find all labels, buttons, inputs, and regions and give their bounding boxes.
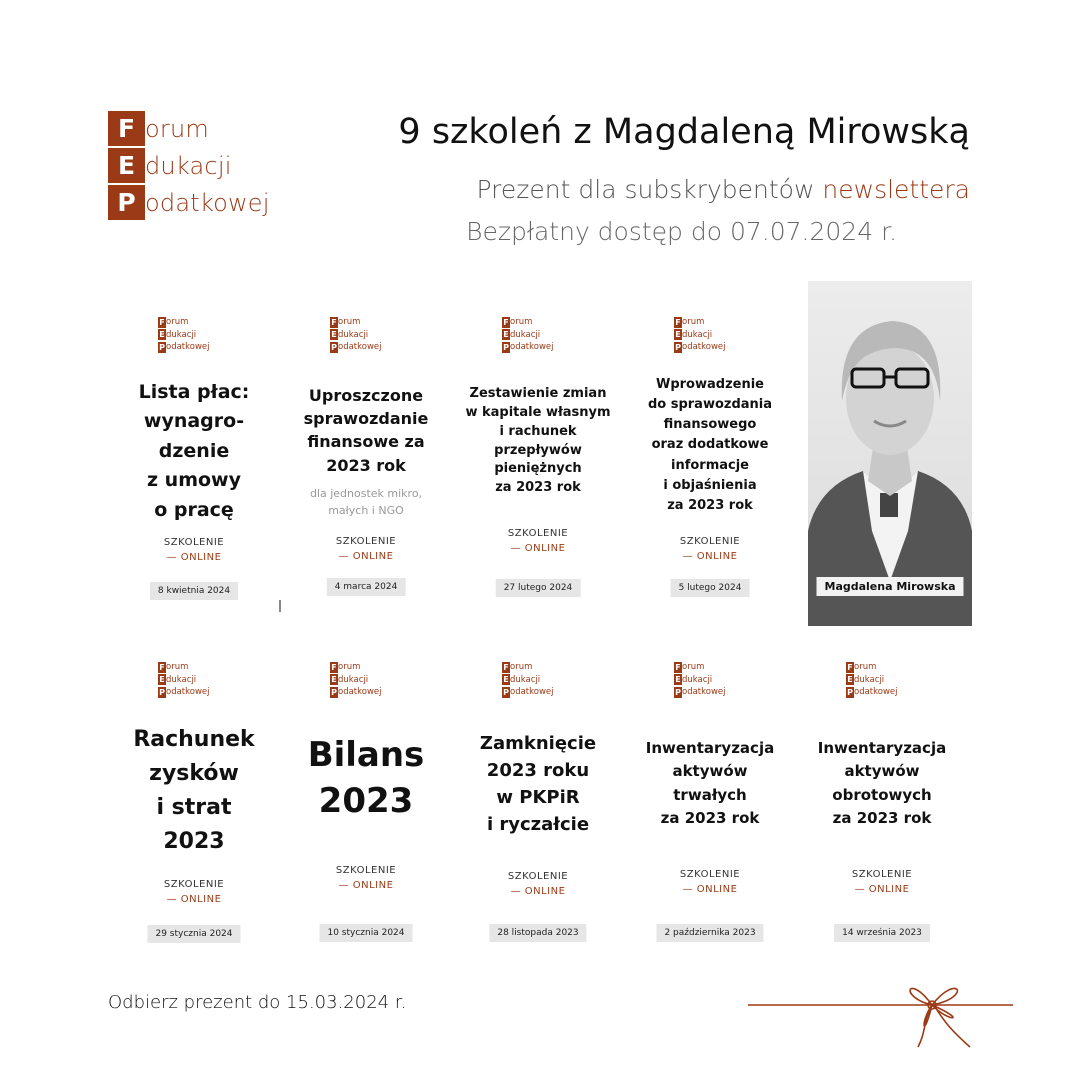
online-tag (452, 869, 624, 899)
online-tag (108, 535, 280, 565)
card-brand-word: odatkowej (166, 687, 210, 698)
course-title-line: obrotowych (832, 785, 932, 804)
card-brand-logo (158, 661, 230, 699)
online-tag-line1: SZKOLENIE (335, 865, 397, 876)
card-brand-logo (158, 316, 230, 354)
course-title (108, 723, 280, 859)
card-brand-letter: P (159, 687, 165, 697)
card-brand-word: dukacji (510, 329, 541, 340)
card-brand-word: orum (338, 317, 361, 328)
online-tag (624, 534, 796, 564)
course-title-line: z umowy (147, 469, 241, 492)
card-brand-letter: E (503, 330, 509, 340)
course-title-line: za 2023 rok (832, 808, 932, 827)
card-brand-word: orum (682, 662, 705, 673)
course-title-line: Rachunek (133, 727, 255, 752)
course-title-line: 2023 rok (326, 455, 406, 475)
course-title-line: 2023 roku (486, 760, 590, 781)
course-title-line: finansowe za (307, 432, 425, 452)
online-tag-line1: SZKOLENIE (679, 869, 741, 880)
card-brand-row (846, 661, 918, 674)
speaker-name-label: Magdalena Mirowska (816, 577, 963, 596)
course-title-line: do sprawozdania (647, 397, 773, 413)
course-title-line: sprawozdanie (303, 409, 429, 429)
subtitle (477, 175, 970, 204)
course-title (796, 737, 968, 830)
course-date-badge: 14 września 2023 (834, 924, 930, 942)
online-tag (280, 534, 452, 564)
course-title-line: i ryczałcie (486, 814, 590, 835)
card-brand-letter: P (503, 342, 509, 352)
course-title (624, 375, 796, 516)
course-date-badge: 8 kwietnia 2024 (150, 582, 238, 600)
card-brand-letter: P (331, 342, 337, 352)
card-brand-letter: F (331, 662, 337, 672)
card-brand-word: dukacji (682, 674, 713, 685)
course-title-line: przepływów (494, 442, 582, 458)
card-brand-letter: P (159, 342, 165, 352)
course-title-line: i strat (156, 795, 232, 821)
card-brand-row (330, 341, 402, 354)
card-brand-word: odatkowej (510, 687, 554, 698)
course-title-line: Uproszczone (308, 386, 424, 405)
card-brand-logo (330, 316, 402, 354)
card-brand-letter: E (675, 675, 681, 685)
course-title-line: aktywów (672, 762, 748, 781)
course-title-line: Inwentaryzacja (817, 739, 947, 757)
online-tag (452, 526, 624, 556)
brand-letter-p: P (108, 185, 145, 220)
online-tag-line1: SZKOLENIE (163, 537, 225, 548)
course-title (452, 730, 624, 838)
speaker-photo (808, 281, 972, 626)
course-title (280, 733, 452, 825)
course-date-badge: 2 października 2023 (656, 924, 763, 942)
course-title-line: trwałych (673, 785, 747, 804)
online-tag-line1: SZKOLENIE (163, 879, 225, 890)
subtitle-accent: newslettera (822, 175, 970, 204)
card-brand-letter: E (331, 675, 337, 685)
course-title-line: dzenie (158, 439, 230, 462)
card-brand-word: orum (338, 662, 361, 673)
course-title-line: 2023 (163, 829, 225, 855)
card-brand-row (502, 341, 574, 354)
card-brand-letter: F (159, 662, 165, 672)
course-title-line: Lista płac: (138, 381, 250, 403)
course-title (108, 378, 280, 525)
card-brand-row (674, 686, 746, 699)
brand-row-podatkowej (108, 184, 298, 221)
card-brand-letter: F (503, 317, 509, 327)
course-title-line: za 2023 rok (667, 497, 753, 513)
online-tag-line2: — ONLINE (166, 894, 222, 905)
online-tag-line2: — ONLINE (854, 884, 910, 895)
course-title-line: w kapitale własnym (465, 404, 611, 420)
card-brand-row (674, 341, 746, 354)
course-subtitle-line: dla jednostek mikro, (309, 487, 423, 500)
course-date-badge: 28 listopada 2023 (489, 924, 586, 942)
card-brand-word: dukacji (510, 674, 541, 685)
card-brand-row (330, 661, 402, 674)
card-brand-row (674, 661, 746, 674)
online-tag-line2: — ONLINE (338, 880, 394, 891)
course-title-line: Zestawienie zmian (469, 386, 607, 401)
card-brand-word: orum (166, 662, 189, 673)
course-card[interactable] (280, 280, 452, 600)
online-tag-line1: SZKOLENIE (335, 536, 397, 547)
online-tag (280, 863, 452, 893)
card-brand-row (502, 674, 574, 687)
card-brand-row (158, 341, 230, 354)
card-brand-row (158, 316, 230, 329)
course-title-line: 2023 (318, 780, 414, 821)
online-tag-line2: — ONLINE (682, 551, 738, 562)
brand-row-forum (108, 110, 298, 147)
card-brand-letter: F (503, 662, 509, 672)
card-brand-letter: E (503, 675, 509, 685)
page-title: 9 szkoleń z Magdaleną Mirowską (398, 112, 970, 152)
brand-logo (108, 110, 298, 221)
card-brand-logo (674, 316, 746, 354)
card-brand-word: odatkowej (854, 687, 898, 698)
card-brand-word: odatkowej (338, 687, 382, 698)
online-tag-line2: — ONLINE (166, 552, 222, 563)
card-brand-row (674, 316, 746, 329)
course-title-line: i objaśnienia (663, 477, 757, 493)
card-brand-word: orum (510, 662, 533, 673)
course-title (452, 385, 624, 498)
card-brand-word: odatkowej (510, 342, 554, 353)
card-brand-word: odatkowej (338, 342, 382, 353)
course-title-line: za 2023 rok (660, 808, 760, 827)
online-tag-line1: SZKOLENIE (507, 871, 569, 882)
card-brand-word: dukacji (166, 674, 197, 685)
course-card[interactable] (452, 280, 624, 600)
course-card[interactable] (624, 625, 796, 945)
card-brand-row (674, 674, 746, 687)
online-tag (108, 877, 280, 907)
brand-word-podatkowej: odatkowej (145, 188, 270, 217)
card-brand-letter: F (675, 662, 681, 672)
online-tag-line1: SZKOLENIE (851, 869, 913, 880)
portrait-illustration (808, 281, 972, 626)
card-brand-letter: E (331, 330, 337, 340)
card-brand-row (158, 674, 230, 687)
online-tag-line2: — ONLINE (682, 884, 738, 895)
card-brand-letter: F (675, 317, 681, 327)
card-brand-letter: P (503, 687, 509, 697)
brand-word-edukacji: dukacji (145, 151, 232, 180)
card-brand-logo (330, 661, 402, 699)
card-brand-row (846, 686, 918, 699)
card-brand-row (846, 674, 918, 687)
card-brand-row (502, 686, 574, 699)
card-brand-word: odatkowej (166, 342, 210, 353)
card-brand-letter: P (847, 687, 853, 697)
card-brand-word: odatkowej (682, 342, 726, 353)
card-brand-word: dukacji (338, 329, 369, 340)
gift-bow-icon (748, 962, 1018, 1052)
online-tag-line2: — ONLINE (510, 886, 566, 897)
card-brand-letter: E (159, 675, 165, 685)
course-title-line: pieniężnych (494, 461, 582, 477)
course-title-line: o pracę (154, 498, 234, 521)
course-title (280, 384, 452, 477)
card-brand-letter: F (331, 317, 337, 327)
course-card[interactable] (280, 625, 452, 945)
course-card[interactable] (796, 625, 968, 945)
brand-letter-e: E (108, 148, 145, 183)
card-brand-word: dukacji (682, 329, 713, 340)
card-brand-row (158, 661, 230, 674)
course-date-badge: 27 lutego 2024 (496, 579, 581, 597)
brand-word-forum: orum (145, 114, 209, 143)
online-tag-line1: SZKOLENIE (679, 536, 741, 547)
access-note: Bezpłatny dostęp do 07.07.2024 r. (466, 217, 897, 246)
course-title-line: w PKPiR (496, 787, 580, 808)
card-brand-word: orum (510, 317, 533, 328)
course-title-line: Wprowadzenie (656, 377, 764, 392)
online-tag (624, 867, 796, 897)
card-brand-word: odatkowej (682, 687, 726, 698)
card-brand-row (502, 329, 574, 342)
online-tag-line2: — ONLINE (338, 551, 394, 562)
card-brand-logo (846, 661, 918, 699)
course-title-line: zysków (149, 761, 239, 787)
card-brand-word: dukacji (854, 674, 885, 685)
card-brand-logo (502, 661, 574, 699)
card-brand-row (502, 661, 574, 674)
brand-letter-f: F (108, 111, 145, 146)
card-brand-word: dukacji (338, 674, 369, 685)
card-brand-letter: P (675, 687, 681, 697)
course-title-line: aktywów (844, 762, 920, 781)
course-date-badge: 29 stycznia 2024 (147, 925, 240, 943)
course-title-line: Bilans (307, 735, 425, 775)
course-card[interactable] (108, 280, 280, 600)
card-brand-row (502, 316, 574, 329)
course-card[interactable] (108, 625, 280, 945)
course-subtitle-line: małych i NGO (328, 503, 404, 517)
card-brand-row (330, 316, 402, 329)
course-card[interactable] (452, 625, 624, 945)
course-date-badge: 5 lutego 2024 (671, 579, 750, 597)
course-title-line: finansowego (663, 417, 757, 433)
course-subtitle (280, 486, 452, 519)
subtitle-prefix: Prezent dla subskrybentów (476, 175, 815, 204)
course-date-badge: 10 stycznia 2024 (319, 924, 412, 942)
course-card[interactable] (624, 280, 796, 600)
card-brand-logo (674, 661, 746, 699)
card-brand-word: orum (854, 662, 877, 673)
course-title-line: informacje (670, 457, 749, 473)
card-brand-word: orum (166, 317, 189, 328)
card-brand-letter: E (675, 330, 681, 340)
online-tag-line1: SZKOLENIE (507, 528, 569, 539)
course-title-line: wynagro- (143, 410, 245, 433)
course-date-badge: 4 marca 2024 (327, 578, 406, 596)
card-brand-row (674, 329, 746, 342)
card-brand-logo (502, 316, 574, 354)
online-tag (796, 867, 968, 897)
course-title-line: Zamknięcie (479, 733, 597, 754)
course-title (624, 737, 796, 830)
card-brand-row (158, 329, 230, 342)
brand-row-edukacji (108, 147, 298, 184)
course-title-line: oraz dodatkowe (651, 437, 769, 453)
card-brand-row (330, 329, 402, 342)
card-brand-word: orum (682, 317, 705, 328)
card-brand-letter: F (847, 662, 853, 672)
course-title-line: Inwentaryzacja (645, 739, 775, 757)
card-brand-row (330, 674, 402, 687)
card-brand-word: dukacji (166, 329, 197, 340)
card-brand-letter: E (159, 330, 165, 340)
card-brand-letter: E (847, 675, 853, 685)
course-title-line: i rachunek (499, 423, 577, 439)
card-brand-row (330, 686, 402, 699)
card-brand-letter: P (675, 342, 681, 352)
online-tag-line2: — ONLINE (510, 543, 566, 554)
card-brand-letter: F (159, 317, 165, 327)
course-title-line: za 2023 rok (495, 480, 581, 496)
card-brand-letter: P (331, 687, 337, 697)
card-brand-row (158, 686, 230, 699)
footer-deadline: Odbierz prezent do 15.03.2024 r. (108, 992, 407, 1013)
